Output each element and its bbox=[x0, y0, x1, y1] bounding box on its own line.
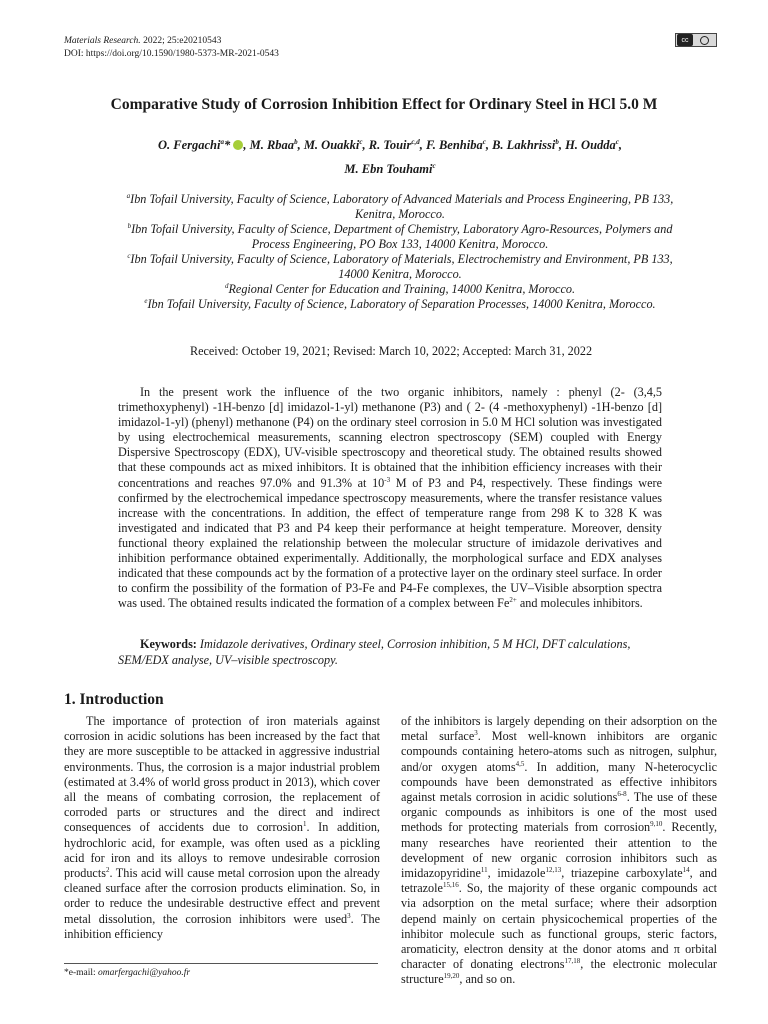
submission-dates: Received: October 19, 2021; Revised: March 10, 2022; Accepted: March 31, 2022 bbox=[189, 344, 593, 358]
cc-by-icon[interactable]: cc bbox=[675, 33, 717, 47]
journal-name: Materials Research. bbox=[64, 36, 141, 46]
affiliation: $^d$Regional Center for Education and Training, 14000 Kenitra, Morocco. bbox=[224, 281, 576, 296]
body-column-left: The importance of protection of iron materials against corrosion in acidic solutions has been increased by the fact that they are more susceptible to be attacked in aggressive industrial environments. Thus, the corrosion is a major industrial problem (estimated at 3.4% of world gross product in 2013), which cover all the means of combating corrosion, the replacement of corroded parts or structures and the direct and indirect consequences of accidents due to corrosion$^1$. In addition, hydrochloric acid, for example, was often used as a pickling acid for iron and its alloys to remove undesirable corrosion products$^2$. This acid will cause metal corrosion upon the already cleaned surface after the corrosion products elimination. So, in order to reduce the undesirable destructive effect and prevent metal dissolution, the corrosion inhibitors were used$^3$. The inhibition efficiency bbox=[64, 714, 381, 941]
author-name[interactable]: , B. Lakhrissi bbox=[485, 138, 556, 152]
footnote: *e-mail: omarfergachi@yahoo.fr bbox=[64, 968, 191, 978]
author-list: O. Fergachi$^a$* , M. Rbaa$^b$, M. Ouakki$^c$, R. Touir$^{c,d}$, F. Benhiba$^c$, B. Lakhrissi$^b$, H. Oudda$^c$, M. Ebn Touhami$^c$ bbox=[157, 137, 622, 176]
running-header bbox=[64, 35, 279, 61]
footnote-divider bbox=[64, 963, 378, 964]
email-link[interactable]: omarfergachi@yahoo.fr bbox=[98, 968, 191, 978]
author-name[interactable]: , M. Ouakki bbox=[297, 138, 360, 152]
section-heading: 1. Introduction bbox=[64, 691, 164, 708]
body-column-right: of the inhibitors is largely depending on their adsorption on the metal surface$^3$. Most well-known inhibitors are organic compounds containing hetero-atoms such as nitrogen, sulphur, and/or oxygen atoms$^{4,5}$. In addition, many N-heterocyclic compounds have been demonstrated as effective inhibitors against metals corrosion in acidic solutions$^{6-8}$. The use of these organic compounds as inhibitors is one of the most used methods for protecting materials from corrosion$^{9,10}$. Recently, many researches have reoriented their attention to the development of new organic corrosion inhibitors such as imidazopyridine$^{11}$, imidazole$^{12,13}$, triazepine carboxylate$^{14}$, and tetrazole$^{15,16}$. So, the majority of these organic compounds act via adsorption on the metal surface; where their adsorption depend mainly on certain physicochemical properties of the inhibitor molecule such as functional groups, steric factors, aromaticity, electron density at the donor atoms and π orbital character of donating electrons$^{17,18}$, the electronic molecular structure$^{19,20}$, and so on. bbox=[401, 714, 717, 987]
affiliation: $^c$Ibn Tofail University, Faculty of Science, Laboratory of Materials, Electrochemistry and Environment, PB 133, 14000 Kenitra, Morocco. bbox=[127, 251, 673, 281]
author-name[interactable]: , M. Rbaa bbox=[243, 138, 295, 152]
keywords-label: Keywords: bbox=[140, 637, 197, 651]
affiliation: $^e$Ibn Tofail University, Faculty of Science, Laboratory of Separation Processes, 14000 Kenitra, Morocco. bbox=[144, 296, 656, 311]
author-name[interactable]: , R. Touir bbox=[362, 138, 412, 152]
keywords-text: Imidazole derivatives, Ordinary steel, Corrosion inhibition, 5 M HCl, DFT calculations, SEM/EDX analyse, UV–visible spectroscopy. bbox=[118, 637, 631, 667]
paper-title: Comparative Study of Corrosion Inhibition Effect for Ordinary Steel in HCl 5.0 M bbox=[110, 96, 658, 113]
author-name[interactable]: , H. Oudda bbox=[558, 138, 616, 152]
abstract: In the present work the influence of the two organic inhibitors, namely : phenyl (2- (3,4,5 trimethoxyphenyl) -1H-benzo [d] imidazol-1-yl) methanone (P3) and ( 2- (4 -methoxyphenyl) -1H-benzo [d] imidazol-1-yl) (phenyl) methanone (P4) on the ordinary steel corrosion in 5.0 M HCl solution was investigated by using electrochemical measurements, scanning electron spectroscopy (SEM) coupled with Energy Dispersive Spectroscopy (EDX), UV-visible spectroscopy and theoretical study. The obtained results showed that these compounds act as mixed inhibitors. It is obtained that the inhibition efficiency increases with their concentrations and reaches 97.0% and 91.3% at $10^{-3}$ M of P3 and P4, respectively. These findings were confirmed by the electrochemical impedance spectroscopy measurements, where the transfer resistance values increase with the concentrations. In addition, the effect of temperature range from 298 K to 328 K was investigated and indicated that P3 and P4 keep their performance at height temperature. Moreover, density functional theory explained the relationship between the molecular structure of imidazole derivatives and inhibition performance obtained experimentally. Additionally, the morphological surface and EDX analyses indicated that these compounds act by the formation of a protective layer on the ordinary steel surface. In order to confirm the possibility of the formation of P3-Fe and P4-Fe complexes, the UV–Visible absorption spectra was used. The obtained results indicated the formation of a complex between $Fe^{2+}$ and molecules inhibitors. bbox=[118, 385, 662, 611]
author-name[interactable]: M. Ebn Touhami bbox=[344, 162, 433, 176]
author-name[interactable]: O. Fergachi bbox=[157, 138, 221, 152]
affiliation: $^b$Ibn Tofail University, Faculty of Science, Department of Chemistry, Laboratory Agro-Resources, Polymers and Process Engineering, PO Box 133, 14000 Kenitra, Morocco. bbox=[127, 221, 673, 251]
affiliation: $^a$Ibn Tofail University, Faculty of Science, Laboratory of Advanced Materials and Process Engineering, PB 133, Kenitra, Morocco. bbox=[126, 191, 674, 221]
affiliations bbox=[120, 192, 680, 312]
keywords bbox=[118, 637, 662, 668]
citation: 2022; 25:e20210543 bbox=[140, 36, 222, 46]
author-name[interactable]: , F. Benhiba bbox=[419, 138, 483, 152]
orcid-icon[interactable] bbox=[233, 140, 243, 150]
doi-link[interactable]: DOI: https://doi.org/10.1590/1980-5373-MR-2021-0543 bbox=[64, 49, 279, 59]
